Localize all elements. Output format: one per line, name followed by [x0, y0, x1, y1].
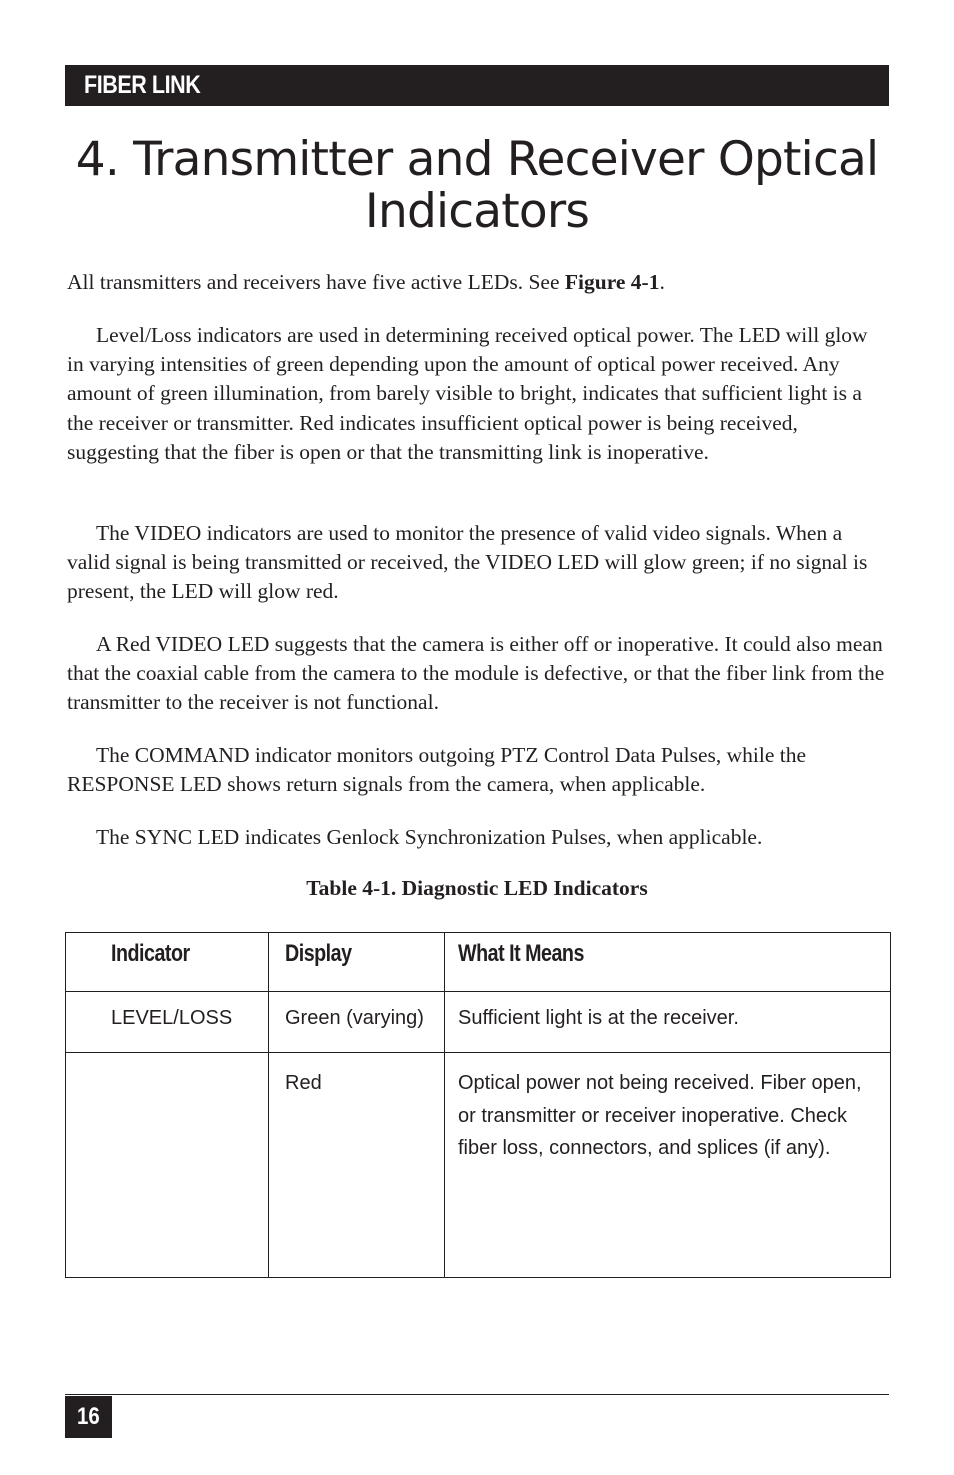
running-header	[65, 65, 889, 106]
table-caption: Table 4-1. Diagnostic LED Indicators	[306, 876, 648, 900]
cell-display: Red	[269, 1053, 445, 1278]
video-paragraph: The VIDEO indicators are used to monitor the presence of valid video signals. When a valid signal is being transmitted or received, the VIDEO LED will glow green; if no signal is present, the LED will glow red.	[67, 521, 868, 604]
page-number	[65, 1396, 112, 1438]
chapter-title: 4. Transmitter and Receiver Optical Indicators	[75, 132, 879, 239]
intro-period: .	[659, 270, 665, 294]
cell-meaning: Sufficient light is at the receiver.	[445, 992, 891, 1053]
figure-reference: Figure 4-1	[564, 270, 660, 294]
red-video-paragraph: A Red VIDEO LED suggests that the camera is either off or inoperative. It could also mean that the coaxial cable from the camera to the module is defective, or that the fiber link from the transmitter to the receiver is not functional.	[67, 632, 885, 715]
cell-indicator	[66, 1053, 269, 1278]
intro-paragraph	[67, 268, 889, 297]
cell-indicator: LEVEL/LOSS	[66, 992, 269, 1053]
table-row	[66, 992, 891, 1053]
footer-rule	[65, 1394, 889, 1395]
level-loss-paragraph: Level/Loss indicators are used in determining received optical power. The LED will glow in varying intensities of green depending upon the amount of optical power received. Any amount of green illumination, from barely visible to bright, indicates that sufficient light is a the receiver or transmitter. Red indicates insufficient optical power is being received, suggesting that the fiber is open or that the transmitting link is inoperative.	[67, 323, 868, 464]
table-header-row	[66, 933, 891, 992]
cell-display: Green (varying)	[269, 992, 445, 1053]
table-row	[66, 1053, 891, 1278]
column-header-display: Display	[269, 933, 445, 992]
diagnostic-led-table	[65, 932, 891, 1278]
column-header-meaning: What It Means	[445, 933, 891, 992]
column-header-indicator: Indicator	[66, 933, 269, 992]
command-paragraph: The COMMAND indicator monitors outgoing PTZ Control Data Pulses, while the RESPONSE LED shows return signals from the camera, when applicable.	[67, 743, 807, 797]
intro-text: All transmitters and receivers have five active LEDs. See	[67, 270, 565, 294]
sync-paragraph: The SYNC LED indicates Genlock Synchronization Pulses, when applicable.	[96, 825, 763, 849]
cell-meaning: Optical power not being received. Fiber open, or transmitter or receiver inoperative. Check fiber loss, connectors, and splices (if any).	[445, 1053, 891, 1278]
page-number-label: 16	[77, 1403, 100, 1430]
running-header-label: FIBER LINK	[84, 71, 201, 99]
